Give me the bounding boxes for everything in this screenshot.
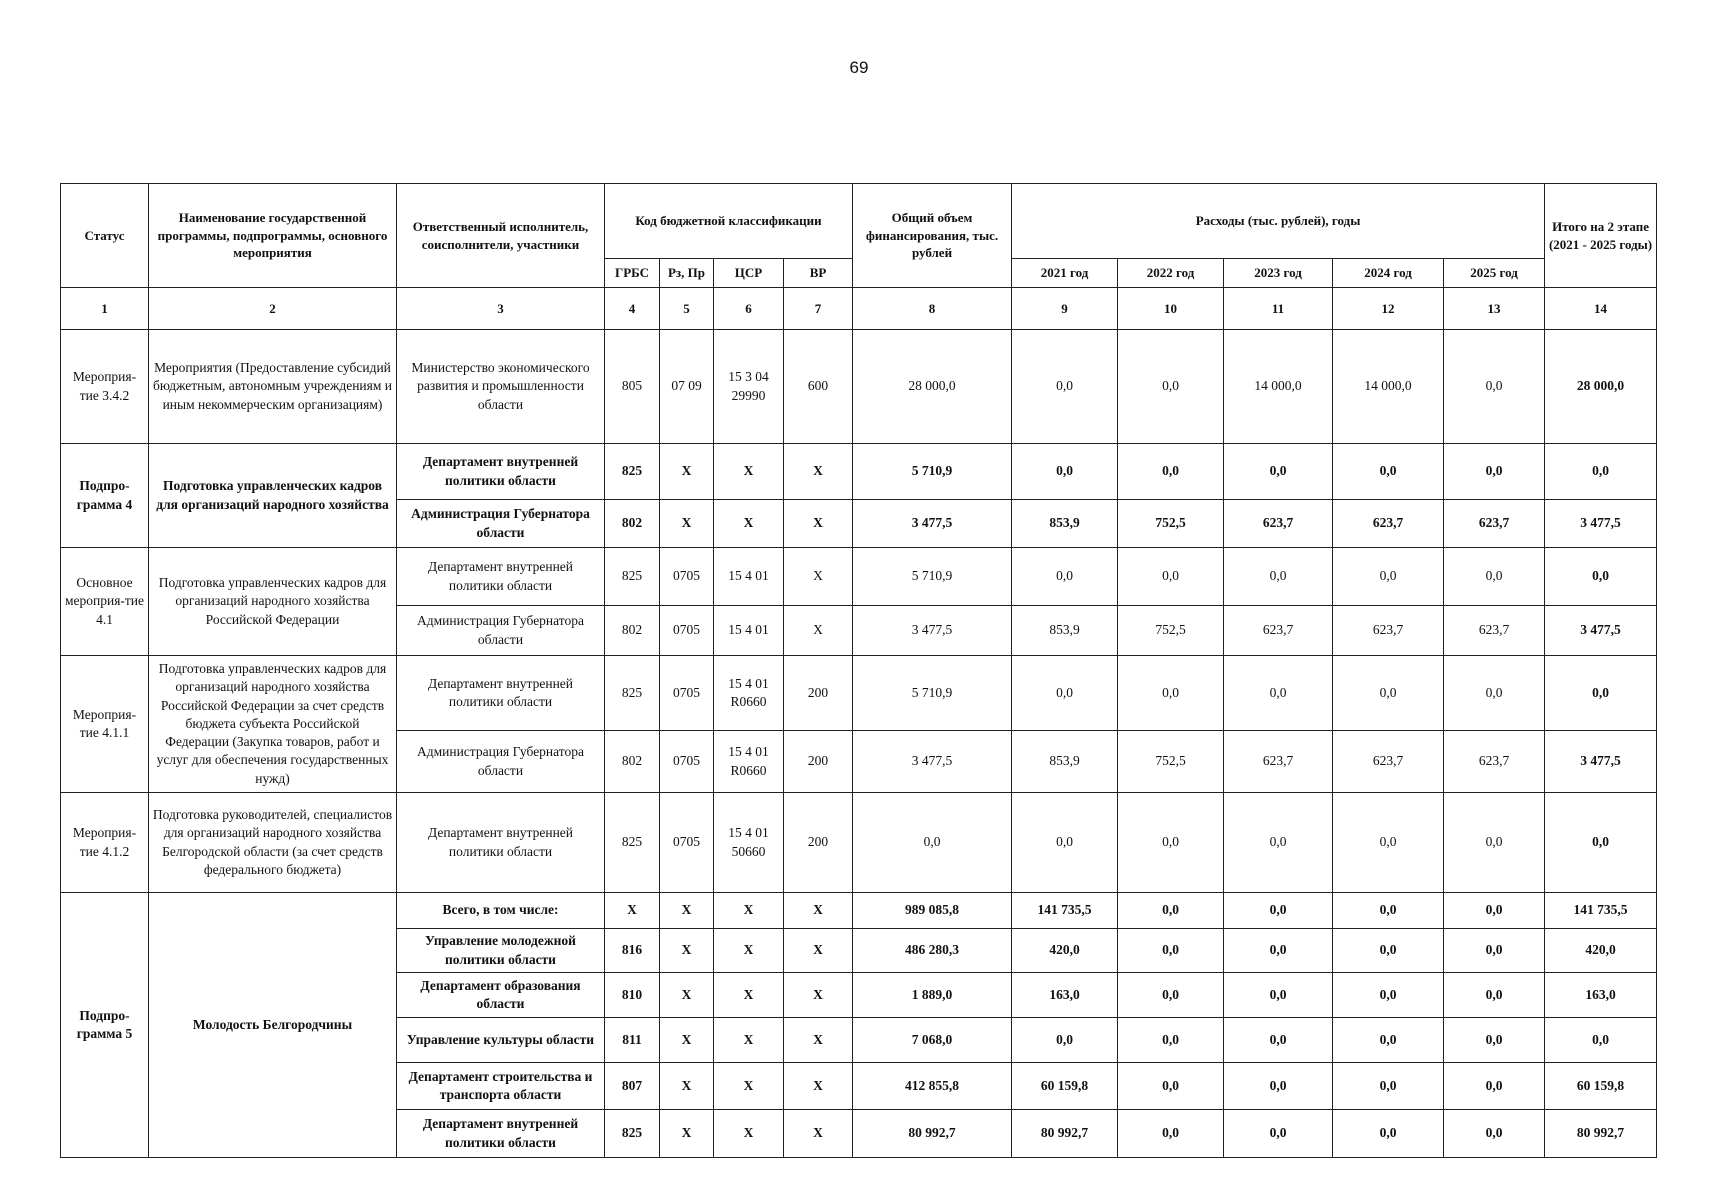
- row-total: 3 477,5: [853, 731, 1012, 793]
- row-vr: X: [784, 548, 853, 606]
- row-itogo: 60 159,8: [1545, 1063, 1657, 1110]
- column-number: 9: [1012, 288, 1118, 330]
- row-2021: 141 735,5: [1012, 893, 1118, 929]
- row-executor: Департамент строительства и транспорта области: [397, 1063, 605, 1110]
- header-expenses: Расходы (тыс. рублей), годы: [1012, 184, 1545, 259]
- row-executor: Департамент внутренней политики области: [397, 656, 605, 731]
- row-itogo: 163,0: [1545, 973, 1657, 1018]
- row-rz-pr: X: [660, 973, 714, 1018]
- row-2022: 0,0: [1118, 893, 1224, 929]
- row-2023: 623,7: [1224, 606, 1333, 656]
- table-row: [61, 656, 1657, 731]
- row-2022: 752,5: [1118, 500, 1224, 548]
- row-csr: 15 4 01 R0660: [714, 731, 784, 793]
- row-2024: 623,7: [1333, 500, 1444, 548]
- row-2025: 0,0: [1444, 793, 1545, 893]
- row-rz-pr: 0705: [660, 731, 714, 793]
- row-executor: Департамент внутренней политики области: [397, 1110, 605, 1158]
- row-csr: 15 4 01 50660: [714, 793, 784, 893]
- row-vr: X: [784, 606, 853, 656]
- column-number: 14: [1545, 288, 1657, 330]
- row-2022: 752,5: [1118, 606, 1224, 656]
- column-number-row: [61, 288, 1657, 330]
- row-itogo: 28 000,0: [1545, 330, 1657, 444]
- row-csr: X: [714, 973, 784, 1018]
- row-2023: 0,0: [1224, 444, 1333, 500]
- row-vr: 200: [784, 656, 853, 731]
- row-grbs: 805: [605, 330, 660, 444]
- column-number: 3: [397, 288, 605, 330]
- column-number: 8: [853, 288, 1012, 330]
- header-year-2022: 2022 год: [1118, 259, 1224, 288]
- row-2021: 163,0: [1012, 973, 1118, 1018]
- row-2024: 0,0: [1333, 1063, 1444, 1110]
- row-2023: 14 000,0: [1224, 330, 1333, 444]
- row-rz-pr: X: [660, 500, 714, 548]
- row-2025: 0,0: [1444, 548, 1545, 606]
- row-grbs: 807: [605, 1063, 660, 1110]
- row-executor: Департамент внутренней политики области: [397, 548, 605, 606]
- header-budget-code: Код бюджетной классификации: [605, 184, 853, 259]
- row-executor: Администрация Губернатора области: [397, 731, 605, 793]
- row-2024: 0,0: [1333, 1110, 1444, 1158]
- row-itogo: 3 477,5: [1545, 606, 1657, 656]
- row-2021: 80 992,7: [1012, 1110, 1118, 1158]
- row-2022: 0,0: [1118, 1018, 1224, 1063]
- row-grbs: 802: [605, 606, 660, 656]
- table-row: [61, 330, 1657, 444]
- table-row: [61, 444, 1657, 500]
- row-total: 989 085,8: [853, 893, 1012, 929]
- row-executor: Министерство экономического развития и промышленности области: [397, 330, 605, 444]
- row-vr: X: [784, 1018, 853, 1063]
- row-itogo: 0,0: [1545, 548, 1657, 606]
- row-vr: 200: [784, 793, 853, 893]
- row-2023: 0,0: [1224, 793, 1333, 893]
- row-2021: 0,0: [1012, 1018, 1118, 1063]
- row-2022: 752,5: [1118, 731, 1224, 793]
- row-2025: 623,7: [1444, 731, 1545, 793]
- row-status: Мероприя-тие 4.1.1: [61, 656, 149, 793]
- column-number: 1: [61, 288, 149, 330]
- row-name: Молодость Белгородчины: [149, 893, 397, 1158]
- column-number: 13: [1444, 288, 1545, 330]
- row-2023: 623,7: [1224, 731, 1333, 793]
- row-csr: 15 4 01 R0660: [714, 656, 784, 731]
- row-2025: 0,0: [1444, 444, 1545, 500]
- row-2021: 420,0: [1012, 929, 1118, 973]
- row-2023: 0,0: [1224, 1110, 1333, 1158]
- row-2024: 0,0: [1333, 793, 1444, 893]
- row-name: Мероприятия (Предоставление субсидий бюджетным, автономным учреждениям и иным некоммерческим организациям): [149, 330, 397, 444]
- row-csr: 15 4 01: [714, 548, 784, 606]
- header-year-2021: 2021 год: [1012, 259, 1118, 288]
- row-2024: 623,7: [1333, 606, 1444, 656]
- row-2021: 0,0: [1012, 548, 1118, 606]
- row-2021: 853,9: [1012, 500, 1118, 548]
- row-csr: X: [714, 500, 784, 548]
- row-csr: X: [714, 1063, 784, 1110]
- row-2024: 0,0: [1333, 656, 1444, 731]
- row-2024: 0,0: [1333, 548, 1444, 606]
- row-2024: 0,0: [1333, 893, 1444, 929]
- row-vr: X: [784, 1110, 853, 1158]
- row-rz-pr: 0705: [660, 793, 714, 893]
- row-grbs: 802: [605, 731, 660, 793]
- row-2022: 0,0: [1118, 330, 1224, 444]
- row-grbs: 825: [605, 793, 660, 893]
- row-2025: 0,0: [1444, 973, 1545, 1018]
- row-grbs: 825: [605, 444, 660, 500]
- header-grbs: ГРБС: [605, 259, 660, 288]
- header-year-2023: 2023 год: [1224, 259, 1333, 288]
- row-total: 3 477,5: [853, 606, 1012, 656]
- row-2022: 0,0: [1118, 548, 1224, 606]
- row-2025: 0,0: [1444, 656, 1545, 731]
- header-year-2024: 2024 год: [1333, 259, 1444, 288]
- row-grbs: 811: [605, 1018, 660, 1063]
- header-itogo: Итого на 2 этапе (2021 - 2025 годы): [1545, 184, 1657, 288]
- row-rz-pr: X: [660, 444, 714, 500]
- row-grbs: 810: [605, 973, 660, 1018]
- header-executor: Ответственный исполнитель, соисполнители, участники: [397, 184, 605, 288]
- row-total: 5 710,9: [853, 444, 1012, 500]
- row-rz-pr: 0705: [660, 548, 714, 606]
- row-2025: 0,0: [1444, 929, 1545, 973]
- row-2022: 0,0: [1118, 1110, 1224, 1158]
- row-2024: 14 000,0: [1333, 330, 1444, 444]
- row-grbs: X: [605, 893, 660, 929]
- column-number: 6: [714, 288, 784, 330]
- row-2025: 0,0: [1444, 1110, 1545, 1158]
- header-name: Наименование государственной программы, подпрограммы, основного мероприятия: [149, 184, 397, 288]
- row-2021: 0,0: [1012, 330, 1118, 444]
- row-name: Подготовка руководителей, специалистов для организаций народного хозяйства Белгородской области (за счет средств федерального бюджета): [149, 793, 397, 893]
- row-2023: 0,0: [1224, 929, 1333, 973]
- row-name: Подготовка управленческих кадров для организаций народного хозяйства Российской Федерации за счет средств бюджета субъекта Российской Федерации (Закупка товаров, работ и услуг для обеспечения государственных нужд): [149, 656, 397, 793]
- row-total: 5 710,9: [853, 656, 1012, 731]
- header-vr: ВР: [784, 259, 853, 288]
- row-2022: 0,0: [1118, 793, 1224, 893]
- row-total: 0,0: [853, 793, 1012, 893]
- row-itogo: 3 477,5: [1545, 731, 1657, 793]
- row-2025: 623,7: [1444, 606, 1545, 656]
- column-number: 12: [1333, 288, 1444, 330]
- header-status: Статус: [61, 184, 149, 288]
- row-status: Подпро-грамма 4: [61, 444, 149, 548]
- row-grbs: 825: [605, 656, 660, 731]
- row-itogo: 0,0: [1545, 793, 1657, 893]
- column-number: 4: [605, 288, 660, 330]
- row-2023: 0,0: [1224, 1063, 1333, 1110]
- row-executor: Всего, в том числе:: [397, 893, 605, 929]
- column-number: 7: [784, 288, 853, 330]
- table-row: [61, 893, 1657, 929]
- header-csr: ЦСР: [714, 259, 784, 288]
- row-2024: 623,7: [1333, 731, 1444, 793]
- row-2022: 0,0: [1118, 656, 1224, 731]
- row-total: 80 992,7: [853, 1110, 1012, 1158]
- column-number: 11: [1224, 288, 1333, 330]
- row-itogo: 141 735,5: [1545, 893, 1657, 929]
- row-status: Мероприя-тие 3.4.2: [61, 330, 149, 444]
- row-status: Подпро-грамма 5: [61, 893, 149, 1158]
- row-csr: X: [714, 893, 784, 929]
- budget-table: [60, 183, 1657, 1158]
- row-csr: X: [714, 929, 784, 973]
- row-2025: 0,0: [1444, 893, 1545, 929]
- header-rz-pr: Рз, Пр: [660, 259, 714, 288]
- row-total: 412 855,8: [853, 1063, 1012, 1110]
- row-grbs: 816: [605, 929, 660, 973]
- row-total: 3 477,5: [853, 500, 1012, 548]
- row-rz-pr: 0705: [660, 656, 714, 731]
- row-2025: 0,0: [1444, 1018, 1545, 1063]
- header-total-financing: Общий объем финансирования, тыс. рублей: [853, 184, 1012, 288]
- row-grbs: 825: [605, 1110, 660, 1158]
- row-2024: 0,0: [1333, 444, 1444, 500]
- row-itogo: 3 477,5: [1545, 500, 1657, 548]
- row-rz-pr: X: [660, 929, 714, 973]
- row-2024: 0,0: [1333, 1018, 1444, 1063]
- row-2023: 0,0: [1224, 656, 1333, 731]
- page-number: 69: [849, 58, 869, 77]
- row-rz-pr: X: [660, 1063, 714, 1110]
- row-itogo: 80 992,7: [1545, 1110, 1657, 1158]
- row-2022: 0,0: [1118, 973, 1224, 1018]
- row-vr: 600: [784, 330, 853, 444]
- row-status: Мероприя-тие 4.1.2: [61, 793, 149, 893]
- row-2023: 0,0: [1224, 893, 1333, 929]
- row-vr: X: [784, 1063, 853, 1110]
- row-executor: Управление молодежной политики области: [397, 929, 605, 973]
- column-number: 5: [660, 288, 714, 330]
- row-total: 486 280,3: [853, 929, 1012, 973]
- row-csr: X: [714, 1018, 784, 1063]
- row-itogo: 420,0: [1545, 929, 1657, 973]
- row-executor: Департамент внутренней политики области: [397, 793, 605, 893]
- row-2021: 853,9: [1012, 731, 1118, 793]
- row-csr: X: [714, 444, 784, 500]
- row-2023: 0,0: [1224, 548, 1333, 606]
- row-csr: 15 4 01: [714, 606, 784, 656]
- row-name: Подготовка управленческих кадров для организаций народного хозяйства Российской Федерации: [149, 548, 397, 656]
- row-2024: 0,0: [1333, 973, 1444, 1018]
- row-vr: X: [784, 973, 853, 1018]
- row-executor: Департамент образования области: [397, 973, 605, 1018]
- row-total: 1 889,0: [853, 973, 1012, 1018]
- row-2022: 0,0: [1118, 444, 1224, 500]
- row-2021: 60 159,8: [1012, 1063, 1118, 1110]
- row-2021: 0,0: [1012, 793, 1118, 893]
- row-grbs: 802: [605, 500, 660, 548]
- row-executor: Управление культуры области: [397, 1018, 605, 1063]
- row-vr: X: [784, 929, 853, 973]
- row-total: 28 000,0: [853, 330, 1012, 444]
- row-total: 7 068,0: [853, 1018, 1012, 1063]
- row-vr: 200: [784, 731, 853, 793]
- row-status: Основное мероприя-тие 4.1: [61, 548, 149, 656]
- row-2023: 623,7: [1224, 500, 1333, 548]
- row-2022: 0,0: [1118, 1063, 1224, 1110]
- row-2023: 0,0: [1224, 973, 1333, 1018]
- row-executor: Администрация Губернатора области: [397, 606, 605, 656]
- row-itogo: 0,0: [1545, 656, 1657, 731]
- table-row: [61, 548, 1657, 606]
- row-itogo: 0,0: [1545, 1018, 1657, 1063]
- column-number: 2: [149, 288, 397, 330]
- header-row: [61, 184, 1657, 259]
- row-executor: Департамент внутренней политики области: [397, 444, 605, 500]
- row-rz-pr: X: [660, 1110, 714, 1158]
- row-vr: X: [784, 444, 853, 500]
- row-csr: X: [714, 1110, 784, 1158]
- row-itogo: 0,0: [1545, 444, 1657, 500]
- row-2023: 0,0: [1224, 1018, 1333, 1063]
- table-row: [61, 793, 1657, 893]
- row-vr: X: [784, 893, 853, 929]
- row-2021: 853,9: [1012, 606, 1118, 656]
- row-2021: 0,0: [1012, 444, 1118, 500]
- row-2021: 0,0: [1012, 656, 1118, 731]
- row-rz-pr: X: [660, 893, 714, 929]
- row-2025: 0,0: [1444, 1063, 1545, 1110]
- row-executor: Администрация Губернатора области: [397, 500, 605, 548]
- row-rz-pr: 07 09: [660, 330, 714, 444]
- row-rz-pr: 0705: [660, 606, 714, 656]
- row-2024: 0,0: [1333, 929, 1444, 973]
- row-total: 5 710,9: [853, 548, 1012, 606]
- row-name: Подготовка управленческих кадров для организаций народного хозяйства: [149, 444, 397, 548]
- row-rz-pr: X: [660, 1018, 714, 1063]
- header-year-2025: 2025 год: [1444, 259, 1545, 288]
- row-2025: 623,7: [1444, 500, 1545, 548]
- row-csr: 15 3 04 29990: [714, 330, 784, 444]
- row-vr: X: [784, 500, 853, 548]
- row-2025: 0,0: [1444, 330, 1545, 444]
- row-2022: 0,0: [1118, 929, 1224, 973]
- column-number: 10: [1118, 288, 1224, 330]
- row-grbs: 825: [605, 548, 660, 606]
